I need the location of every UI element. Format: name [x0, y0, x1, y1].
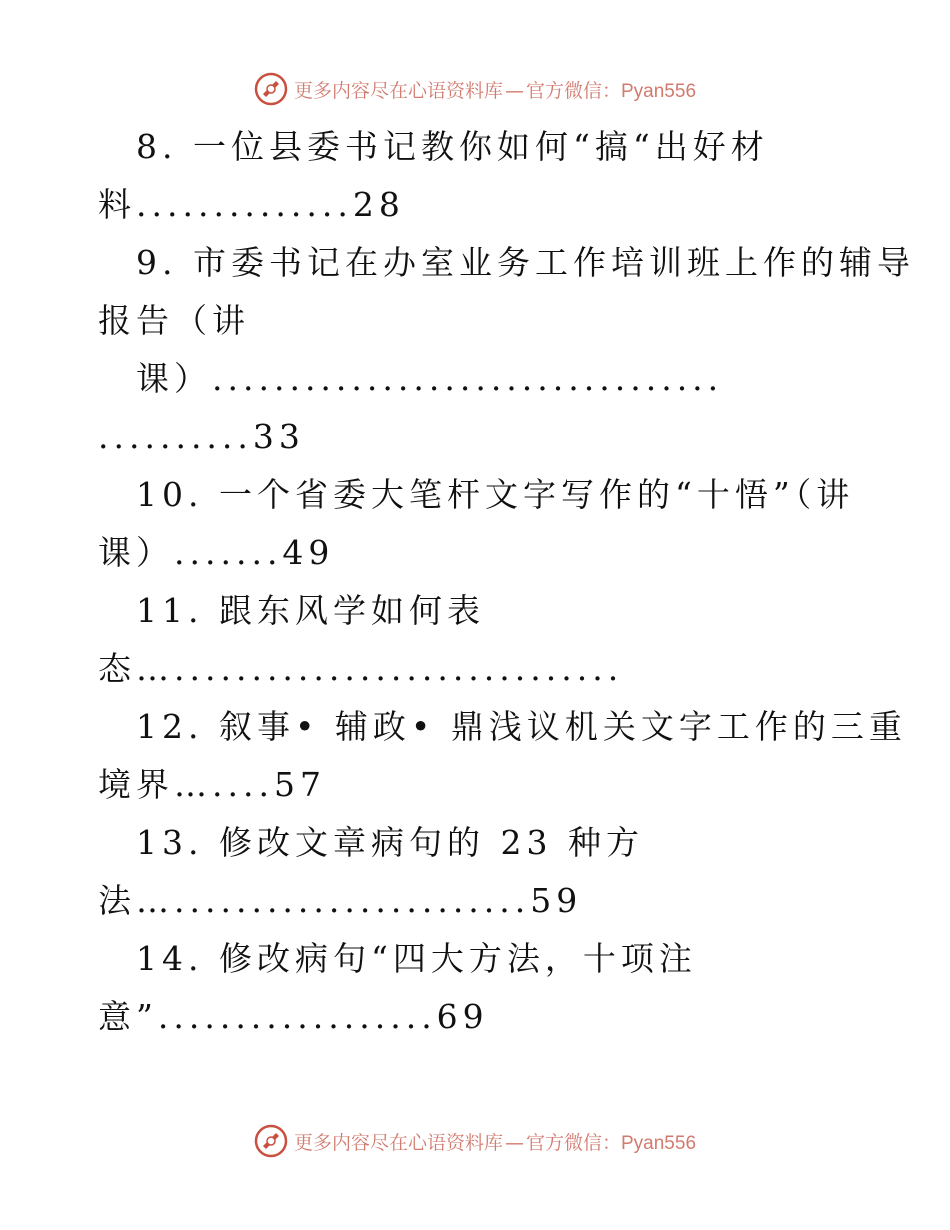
toc-entry-10-line-1[interactable]: 10. 一个省委大笔杆文字写作的“十悟”（讲 — [136, 475, 855, 514]
toc-entry-12-line-1[interactable]: 12. 叙事• 辅政• 鼎浅议机关文字工作的三重 — [136, 707, 907, 746]
watermark-text: 更多内容尽在心语资料库 — 官方微信：Pyan556 — [293, 79, 697, 102]
toc-entry-8-line-2[interactable]: 料..............28 — [98, 185, 405, 224]
toc-entry-13-line-1[interactable]: 13. 修改文章病句的 23 种方 — [136, 823, 644, 862]
logo-icon — [254, 72, 288, 106]
toc-entry-14-line-2[interactable]: 意”..................69 — [98, 997, 489, 1036]
toc-entry-12-line-2[interactable]: 境界…....57 — [98, 765, 326, 804]
watermark-text: 更多内容尽在心语资料库 — 官方微信：Pyan556 — [293, 1131, 697, 1154]
toc-entry-10-line-2[interactable]: 课）.......49 — [98, 533, 335, 572]
toc-entry-8-line-1[interactable]: 8. 一位县委书记教你如何“搞“出好材 — [136, 127, 769, 166]
toc-entry-14-line-1[interactable]: 14. 修改病句“四大方法，十项注 — [136, 939, 697, 978]
toc-entry-9-line-2[interactable]: 报告（讲 — [98, 301, 250, 340]
toc-entry-11-line-2[interactable]: 态…............................. — [98, 649, 624, 688]
footer-watermark — [0, 1124, 950, 1158]
toc-entry-9-line-3[interactable]: 课）................................. — [136, 359, 724, 398]
toc-entry-13-line-2[interactable]: 法….......................59 — [98, 881, 583, 920]
table-of-contents — [98, 118, 915, 1046]
logo-icon — [254, 1124, 288, 1158]
toc-entry-9-line-4[interactable]: ..........33 — [98, 417, 305, 456]
header-watermark — [0, 72, 950, 106]
toc-entry-11-line-1[interactable]: 11. 跟东风学如何表 — [136, 591, 485, 630]
toc-entry-9-line-1[interactable]: 9. 市委书记在办室业务工作培训班上作的辅导 — [136, 243, 915, 282]
